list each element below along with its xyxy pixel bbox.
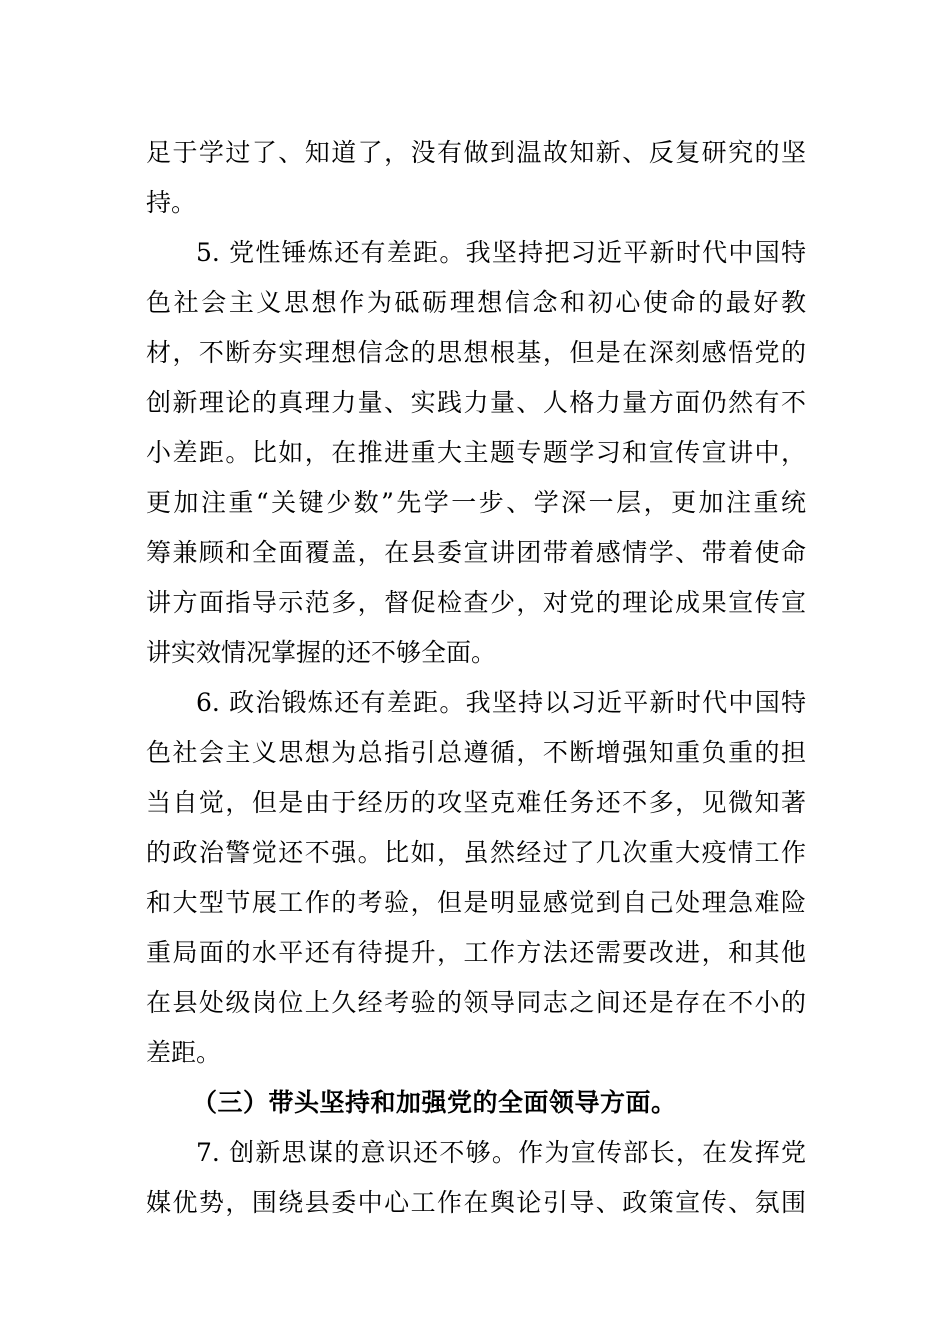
body-line: 的政治警觉还不强。比如，虽然经过了几次重大疫情工作 (146, 838, 806, 867)
body-line: 筹兼顾和全面覆盖，在县委宣讲团带着感情学、带着使命 (146, 538, 806, 567)
body-line: 小差距。比如，在推进重大主题专题学习和宣传宣讲中， (146, 438, 806, 467)
body-line: 创新理论的真理力量、实践力量、人格力量方面仍然有不 (146, 388, 806, 417)
paragraph-6-start: 6. 政治锻炼还有差距。我坚持以习近平新时代中国特 (196, 688, 806, 717)
body-line: 足于学过了、知道了，没有做到温故知新、反复研究的坚 (146, 138, 806, 167)
body-line: 在县处级岗位上久经考验的领导同志之间还是存在不小的 (146, 988, 806, 1017)
body-line: 媒优势，围绕县委中心工作在舆论引导、政策宣传、氛围 (146, 1188, 806, 1217)
body-line: 色社会主义思想作为砥砺理想信念和初心使命的最好教 (146, 288, 806, 317)
body-line: 更加注重“关键少数”先学一步、学深一层，更加注重统 (146, 488, 806, 517)
paragraph-5-start: 5. 党性锤炼还有差距。我坚持把习近平新时代中国特 (196, 238, 806, 267)
body-line: 持。 (146, 188, 197, 217)
body-line: 和大型节展工作的考验，但是明显感觉到自己处理急难险 (146, 888, 806, 917)
body-line: 讲实效情况掌握的还不够全面。 (146, 638, 497, 667)
paragraph-7-start: 7. 创新思谋的意识还不够。作为宣传部长，在发挥党 (196, 1138, 806, 1167)
body-line: 差距。 (146, 1038, 222, 1067)
body-line: 色社会主义思想为总指引总遵循，不断增强知重负重的担 (146, 738, 806, 767)
body-line: 材，不断夯实理想信念的思想根基，但是在深刻感悟党的 (146, 338, 806, 367)
body-line: 当自觉，但是由于经历的攻坚克难任务还不多，见微知著 (146, 788, 806, 817)
body-line: 重局面的水平还有待提升，工作方法还需要改进，和其他 (146, 938, 806, 967)
section-heading: （三）带头坚持和加强党的全面领导方面。 (192, 1088, 677, 1117)
body-line: 讲方面指导示范多，督促检查少，对党的理论成果宣传宣 (146, 588, 806, 617)
